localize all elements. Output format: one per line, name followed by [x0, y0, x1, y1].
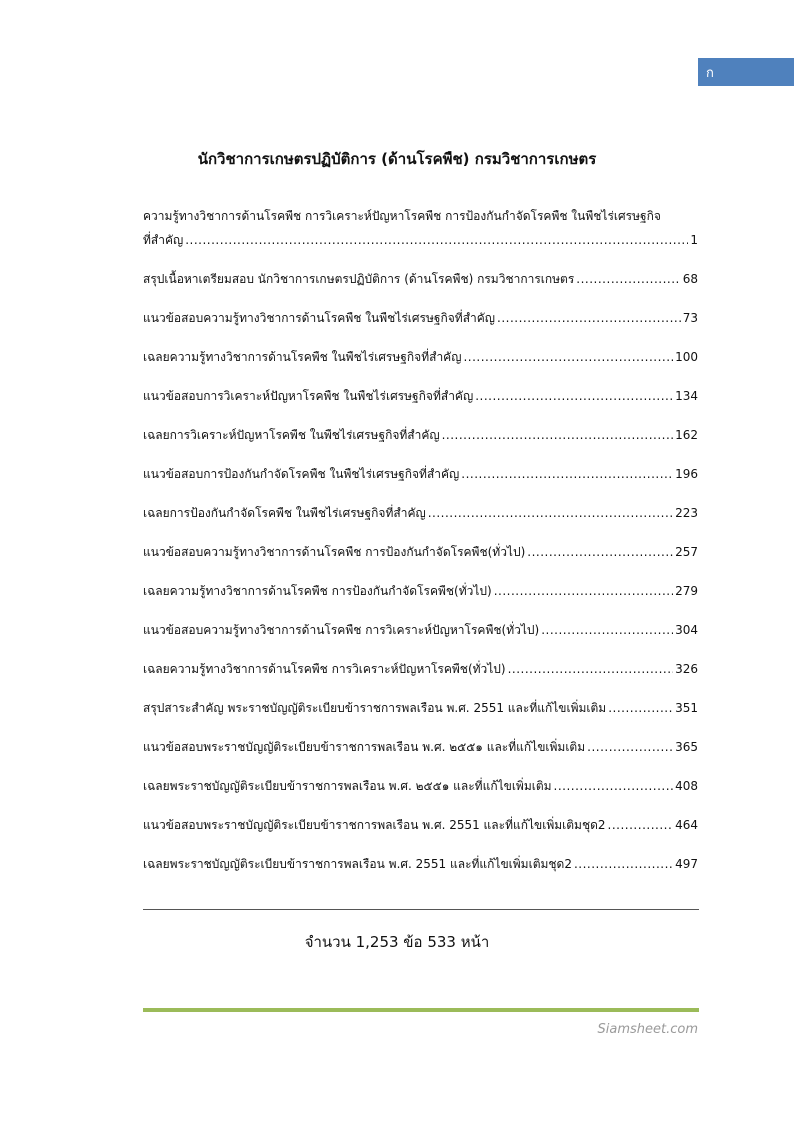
dot-leader [475, 384, 673, 408]
toc-entry-text: แนวข้อสอบความรู้ทางวิชาการด้านโรคพืช การวิเคราะห์ปัญหาโรคพืช(ทั่วไป) [143, 623, 540, 637]
toc-page-number: 1 [690, 233, 698, 247]
dot-leader [185, 228, 688, 252]
toc-entry[interactable] [143, 540, 698, 564]
toc-entry-text: แนวข้อสอบการวิเคราะห์ปัญหาโรคพืช ในพืชไร่เศรษฐกิจที่สำคัญ [143, 389, 474, 403]
toc-page-number: 497 [675, 857, 698, 871]
footer-website: Siamsheet.com [597, 1022, 698, 1037]
dot-leader [508, 657, 673, 681]
toc-entry[interactable] [143, 618, 698, 642]
toc-entry-text: เฉลยพระราชบัญญัติระเบียบข้าราชการพลเรือน พ.ศ. ๒๕๕๑ และที่แก้ไขเพิ่มเติม [143, 779, 552, 793]
page-number: ก [706, 65, 714, 81]
dot-leader [463, 345, 673, 369]
dot-leader [554, 774, 674, 798]
toc-page-number: 223 [675, 506, 698, 520]
toc-entry[interactable] [143, 813, 698, 837]
toc-page-number: 162 [675, 428, 698, 442]
toc-entry-text: เฉลยความรู้ทางวิชาการด้านโรคพืช ในพืชไร่เศรษฐกิจที่สำคัญ [143, 350, 462, 364]
toc-entry-text: เฉลยความรู้ทางวิชาการด้านโรคพืช การป้องกันกำจัดโรคพืช(ทั่วไป) [143, 584, 492, 598]
toc-entry[interactable] [143, 852, 698, 876]
footer-divider [143, 1008, 699, 1012]
toc-page-number: 351 [675, 701, 698, 715]
dot-leader [574, 852, 673, 876]
toc-entry-text: เฉลยการป้องกันกำจัดโรคพืช ในพืชไร่เศรษฐกิจที่สำคัญ [143, 506, 426, 520]
dot-leader [461, 462, 673, 486]
table-of-contents [143, 204, 698, 876]
dot-leader [541, 618, 673, 642]
toc-entry[interactable] [143, 267, 698, 291]
toc-entry-text: แนวข้อสอบการป้องกันกำจัดโรคพืช ในพืชไร่เศรษฐกิจที่สำคัญ [143, 467, 460, 481]
toc-entry-text: แนวข้อสอบความรู้ทางวิชาการด้านโรคพืช ในพืชไร่เศรษฐกิจที่สำคัญ [143, 311, 496, 325]
toc-page-number: 464 [675, 818, 698, 832]
toc-entry-text: แนวข้อสอบความรู้ทางวิชาการด้านโรคพืช การป้องกันกำจัดโรคพืช(ทั่วไป) [143, 545, 526, 559]
toc-entry[interactable] [143, 501, 698, 525]
toc-page-number: 68 [682, 272, 698, 286]
toc-entry-text: สรุปสาระสำคัญ พระราชบัญญัติระเบียบข้าราชการพลเรือน พ.ศ. 2551 และที่แก้ไขเพิ่มเติม [143, 701, 607, 715]
toc-entry[interactable] [143, 696, 698, 720]
toc-entry[interactable] [143, 204, 698, 252]
toc-entry-text: สรุปเนื้อหาเตรียมสอบ นักวิชาการเกษตรปฏิบัติการ (ด้านโรคพืช) กรมวิชาการเกษตร [143, 272, 575, 286]
toc-entry[interactable] [143, 306, 698, 330]
dot-leader [497, 306, 681, 330]
toc-page-number: 326 [675, 662, 698, 676]
toc-entry[interactable] [143, 657, 698, 681]
toc-page-number: 257 [675, 545, 698, 559]
toc-page-number: 365 [675, 740, 698, 754]
dot-leader [494, 579, 673, 603]
dot-leader [442, 423, 673, 447]
toc-page-number: 279 [675, 584, 698, 598]
toc-page-number: 304 [675, 623, 698, 637]
toc-entry-text: เฉลยพระราชบัญญัติระเบียบข้าราชการพลเรือน พ.ศ. 2551 และที่แก้ไขเพิ่มเติมชุด2 [143, 857, 572, 871]
toc-entry-text-line1: ความรู้ทางวิชาการด้านโรคพืช การวิเคราะห์ปัญหาโรคพืช การป้องกันกำจัดโรคพืช ในพืชไร่เศรษฐกิจ [143, 209, 661, 223]
toc-entry-text: แนวข้อสอบพระราชบัญญัติระเบียบข้าราชการพลเรือน พ.ศ. ๒๕๕๑ และที่แก้ไขเพิ่มเติม [143, 740, 586, 754]
dot-leader [608, 813, 674, 837]
toc-entry-text: เฉลยการวิเคราะห์ปัญหาโรคพืช ในพืชไร่เศรษฐกิจที่สำคัญ [143, 428, 440, 442]
toc-entry[interactable] [143, 735, 698, 759]
toc-entry[interactable] [143, 774, 698, 798]
toc-page-number: 196 [675, 467, 698, 481]
page-number-tab [698, 58, 794, 86]
document-title: นักวิชาการเกษตรปฏิบัติการ (ด้านโรคพืช) กรมวิชาการเกษตร [197, 150, 597, 168]
toc-entry[interactable] [143, 462, 698, 486]
toc-entry[interactable] [143, 423, 698, 447]
toc-page-number: 73 [682, 311, 698, 325]
toc-page-number: 134 [675, 389, 698, 403]
dot-leader [428, 501, 673, 525]
toc-entry[interactable] [143, 579, 698, 603]
dot-leader [608, 696, 673, 720]
toc-entry[interactable] [143, 384, 698, 408]
toc-page-number: 100 [675, 350, 698, 364]
toc-page-number: 408 [675, 779, 698, 793]
dot-leader [576, 267, 680, 291]
divider-line [143, 909, 699, 910]
dot-leader [587, 735, 673, 759]
dot-leader [527, 540, 673, 564]
toc-entry-text: แนวข้อสอบพระราชบัญญัติระเบียบข้าราชการพลเรือน พ.ศ. 2551 และที่แก้ไขเพิ่มเติมชุด2 [143, 818, 606, 832]
toc-entry[interactable] [143, 345, 698, 369]
toc-entry-text: ที่สำคัญ [143, 233, 184, 247]
item-count-summary: จำนวน 1,253 ข้อ 533 หน้า [304, 933, 490, 951]
toc-entry-text: เฉลยความรู้ทางวิชาการด้านโรคพืช การวิเคราะห์ปัญหาโรคพืช(ทั่วไป) [143, 662, 506, 676]
